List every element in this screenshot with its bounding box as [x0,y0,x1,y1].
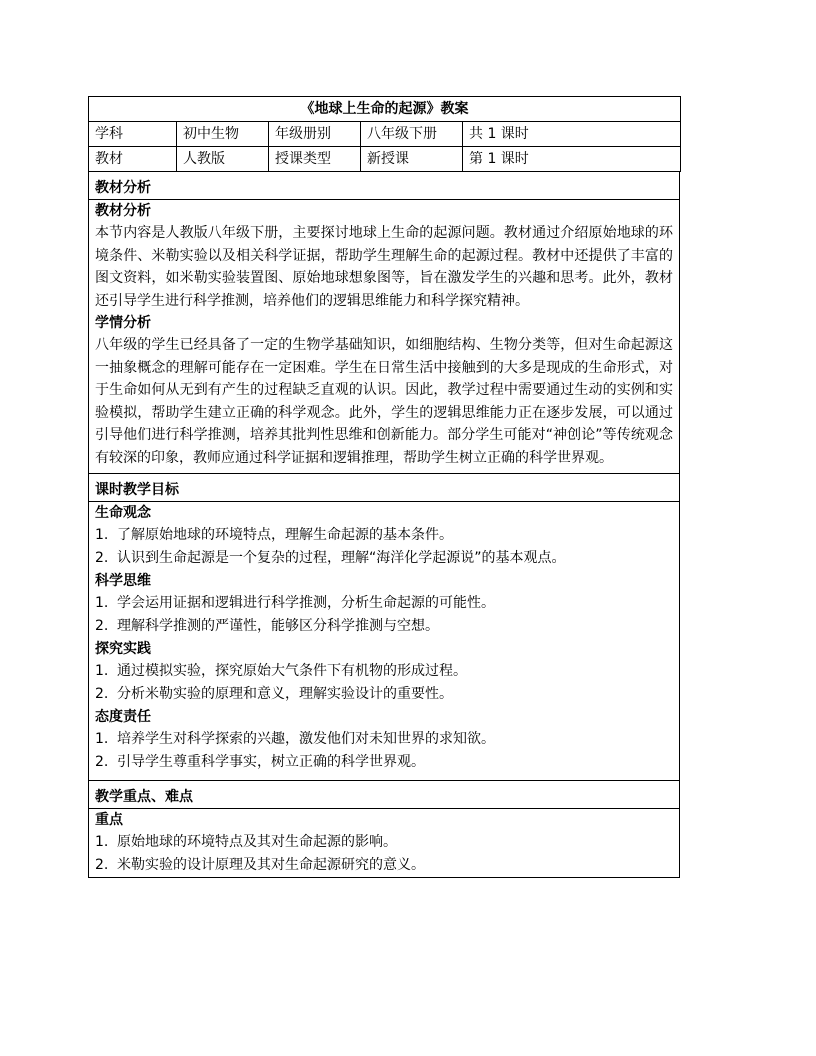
info-row-subject [89,122,681,147]
lesson-type-label: 授课类型 [269,147,361,172]
item-text: 学会运用证据和逻辑进行科学推测，分析生命起源的可能性。 [117,595,495,611]
objective-group-title: 生命观念 [95,505,151,521]
item-number: 2. [95,618,109,634]
lesson-plan-document [88,96,680,878]
focus-heading: 重点 [95,812,123,828]
key-points-section [88,781,680,878]
subject-value: 初中生物 [177,122,269,147]
item-number: 1. [95,663,109,679]
item-text: 理解科学推测的严谨性，能够区分科学推测与空想。 [117,618,439,634]
objective-item [95,547,673,570]
objective-item [95,683,673,706]
document-title: 《地球上生命的起源》教案 [89,97,681,122]
item-number: 1. [95,731,109,747]
objectives-section [88,474,680,781]
objective-item [95,592,673,615]
textbook-label: 教材 [89,147,177,172]
item-text: 培养学生对科学探索的兴趣，激发他们对未知世界的求知欲。 [117,731,495,747]
objective-group-title: 探究实践 [95,641,151,657]
item-number: 2. [95,550,109,566]
subject-label: 学科 [89,122,177,147]
grade-value: 八年级下册 [361,122,463,147]
textbook-analysis-heading: 教材分析 [95,203,151,219]
total-periods: 共 1 课时 [463,122,681,147]
item-number: 1. [95,595,109,611]
item-text: 了解原始地球的环境特点，理解生命起源的基本条件。 [117,527,453,543]
textbook-analysis-text: 本节内容是人教版八年级下册，主要探讨地球上生命的起源问题。教材通过介绍原始地球的环境条件、米勒实验以及相关科学证据，帮助学生理解生命的起源过程。教材中还提供了丰富的图文资料，如米勒实验装置图、原始地球想象图等，旨在激发学生的兴趣和思考。此外，教材还引导学生进行科学推测，培养他们的逻辑思维能力和科学探究精神。 [95,225,673,309]
lesson-type-value: 新授课 [361,147,463,172]
item-number: 2. [95,857,109,873]
item-number: 2. [95,754,109,770]
objective-group-title: 态度责任 [95,709,151,725]
item-number: 1. [95,527,109,543]
item-number: 2. [95,686,109,702]
item-text: 通过模拟实验，探究原始大气条件下有机物的形成过程。 [117,663,467,679]
analysis-heading: 教材分析 [95,180,151,196]
item-text: 认识到生命起源是一个复杂的过程，理解“海洋化学起源说”的基本观点。 [117,550,566,566]
current-period: 第 1 课时 [463,147,681,172]
grade-label: 年级册别 [269,122,361,147]
item-text: 米勒实验的设计原理及其对生命起源研究的意义。 [117,857,425,873]
item-text: 原始地球的环境特点及其对生命起源的影响。 [117,834,397,850]
header-table [88,96,681,172]
info-row-textbook [89,147,681,172]
objective-item [95,615,673,638]
key-points-heading: 教学重点、难点 [95,789,193,805]
analysis-section [88,172,680,474]
objective-group-title: 科学思维 [95,573,151,589]
item-number: 1. [95,834,109,850]
student-analysis-text: 八年级的学生已经具备了一定的生物学基础知识，如细胞结构、生物分类等，但对生命起源这一抽象概念的理解可能存在一定困难。学生在日常生活中接触到的大多是现成的生命形式，对于生命如何从无到有产生的过程缺乏直观的认识。因此，教学过程中需要通过生动的实例和实验模拟，帮助学生建立正确的科学观念。此外，学生的逻辑思维能力正在逐步发展，可以通过引导他们进行科学推测，培养其批判性思维和创新能力。部分学生可能对“神创论”等传统观念有较深的印象，教师应通过科学证据和逻辑推理，帮助学生树立正确的科学世界观。 [95,337,673,466]
item-text: 引导学生尊重科学事实，树立正确的科学世界观。 [117,754,425,770]
objective-item [95,524,673,547]
focus-item [95,831,673,854]
textbook-value: 人教版 [177,147,269,172]
focus-item [95,854,673,877]
item-text: 分析米勒实验的原理和意义，理解实验设计的重要性。 [117,686,453,702]
objectives-heading: 课时教学目标 [95,482,179,498]
student-analysis-heading: 学情分析 [95,315,151,331]
objective-item [95,728,673,751]
objective-item [95,751,673,780]
objective-item [95,660,673,683]
